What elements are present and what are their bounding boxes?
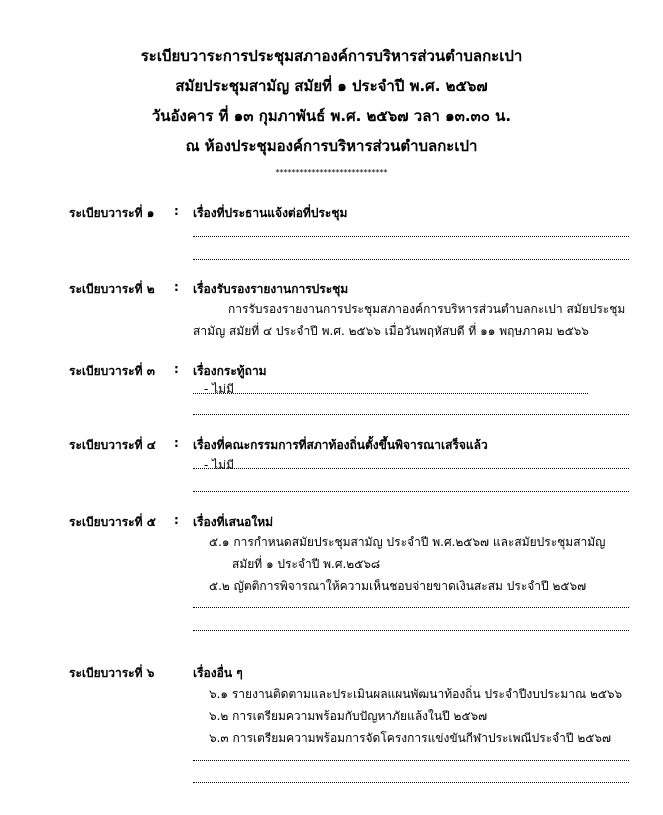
session-title: สมัยประชุมสามัญ สมัยที่ ๑ ประจำปี พ.ศ. ๒๕๖๗ (175, 77, 488, 95)
dotted-line (193, 393, 588, 394)
sub-item: ๖.๒ การเตรียมความพร้อมกับปัญหาภัยแล้งในปี ๒๕๖๗ (209, 709, 488, 723)
dotted-line (193, 607, 629, 608)
meeting-date: วันอังคาร ที่ ๑๓ กุมภาพันธ์ พ.ศ. ๒๕๖๗ วลา ๑๓.๓๐ น. (151, 107, 512, 125)
agenda-note: - ไม่มี (204, 458, 234, 472)
sub-item: ๖.๑ รายงานติดตามและประเมินผลแผนพัฒนาท้องถิ่น ประจำปีงบประมาณ ๒๕๖๖ (209, 687, 623, 701)
agenda-heading: เรื่องรับรองรายงานการประชุม (193, 282, 349, 296)
agenda-body-line: การรับรองรายงานการประชุมสภาองค์การบริหารส่วนตำบลกะเปา สมัยประชุม (228, 302, 626, 316)
agenda-label: ระเบียบวาระที่ ๒ (69, 282, 155, 296)
sub-item: ๖.๓ การเตรียมความพร้อมการจัดโครงการแข่งขันกีฬาประเพณีประจำปี ๒๕๖๗ (209, 731, 611, 745)
colon: : (174, 513, 179, 527)
agenda-label: ระเบียบวาระที่ ๕ (69, 515, 156, 529)
sub-item: ๕.๒ ญัตติการพิจารณาให้ความเห็นชอบจ่ายขาดเงินสะสม ประจำปี ๒๕๖๗ (209, 579, 587, 593)
dotted-line (193, 468, 629, 469)
dotted-line (193, 414, 629, 415)
agenda-label: ระเบียบวาระที่ ๓ (69, 364, 155, 378)
dotted-line (193, 236, 629, 237)
dotted-line (193, 630, 629, 631)
document-title: ระเบียบวาระการประชุมสภาองค์การบริหารส่วนตำบลกะเปา (140, 47, 523, 65)
meeting-venue: ณ ห้องประชุมองค์การบริหารส่วนตำบลกะเปา (185, 137, 478, 155)
dotted-line (193, 760, 629, 761)
agenda-body-line: สามัญ สมัยที่ ๔ ประจำปี พ.ศ. ๒๕๖๖ เมื่อวันพฤหัสบดี ที่ ๑๑ พฤษภาคม ๒๕๖๖ (193, 324, 589, 338)
colon: : (174, 436, 179, 450)
agenda-heading: เรื่องที่เสนอใหม่ (193, 515, 274, 529)
colon: : (174, 280, 179, 294)
agenda-label: ระเบียบวาระที่ ๔ (69, 438, 156, 452)
agenda-heading: เรื่องกระทู้ถาม (193, 364, 267, 378)
sub-item-continued: สมัยที่ ๑ ประจำปี พ.ศ.๒๕๖๘ (232, 557, 381, 571)
agenda-heading: เรื่องอื่น ๆ (193, 666, 243, 680)
agenda-label: ระเบียบวาระที่ ๑ (69, 206, 155, 220)
colon: : (174, 204, 179, 218)
agenda-label: ระเบียบวาระที่ ๖ (69, 666, 155, 680)
dotted-line (193, 491, 629, 492)
star-divider: **************************** (275, 168, 388, 177)
sub-item: ๕.๑ การกำหนดสมัยประชุมสามัญ ประจำปี พ.ศ.๒๕๖๗ และสมัยประชุมสามัญ (209, 535, 606, 549)
dotted-line (193, 782, 629, 783)
agenda-heading: เรื่องที่ประธานแจ้งต่อที่ประชุม (193, 206, 348, 220)
colon: : (174, 362, 179, 376)
agenda-heading: เรื่องที่คณะกรรมการที่สภาท้องถิ่นตั้งขึ้นพิจารณาเสร็จแล้ว (193, 438, 488, 452)
dotted-line (193, 259, 629, 260)
agenda-note: - ไม่มี (204, 382, 234, 396)
